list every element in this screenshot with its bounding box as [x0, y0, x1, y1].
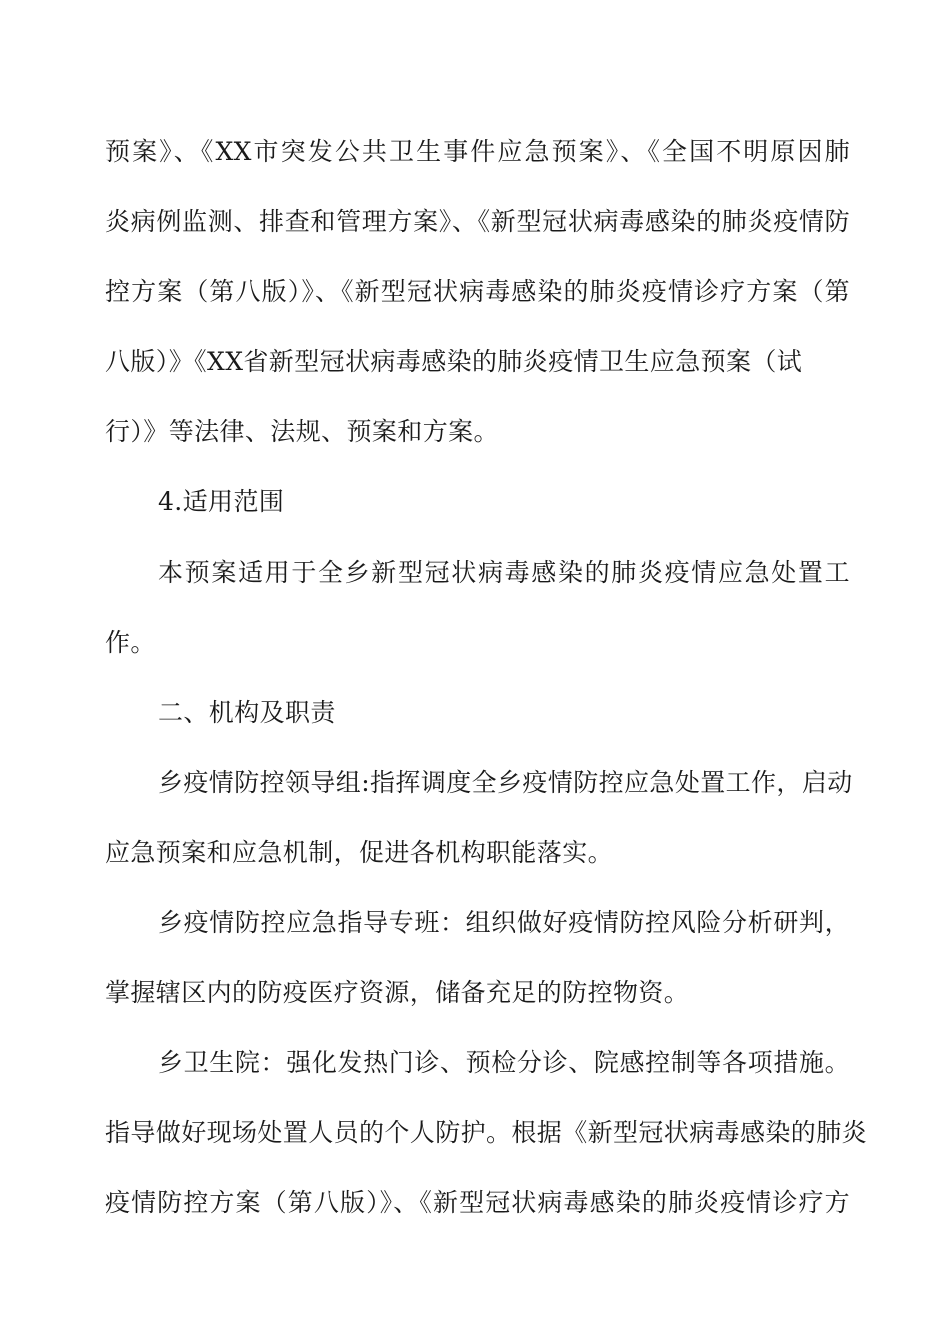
paragraph-line: 乡疫情防控应急指导专班：组织做好疫情防控风险分析研判，	[158, 908, 850, 937]
paragraph-line: 应急预案和应急机制，促进各机构职能落实。	[105, 838, 614, 867]
paragraph-line: 控方案（第八版）》、《新型冠状病毒感染的肺炎疫情诊疗方案（第	[105, 277, 850, 306]
paragraph-line: 行）》等法律、法规、预案和方案。	[105, 417, 499, 446]
paragraph-line: 掌握辖区内的防疫医疗资源，储备充足的防控物资。	[105, 978, 690, 1007]
paragraph-line: 乡疫情防控领导组:指挥调度全乡疫情防控应急处置工作，启动	[158, 768, 853, 797]
section-heading: 4.适用范围	[158, 487, 285, 516]
paragraph-line: 本预案适用于全乡新型冠状病毒感染的肺炎疫情应急处置工	[158, 558, 850, 587]
section-heading: 二、机构及职责	[158, 698, 336, 727]
paragraph-line: 预案》、《XX市突发公共卫生事件应急预案》、《全国不明原因肺	[105, 137, 850, 166]
paragraph-line: 八版）》《XX省新型冠状病毒感染的肺炎疫情卫生应急预案（试	[105, 347, 803, 376]
paragraph-line: 作。	[105, 628, 156, 657]
paragraph-line: 炎病例监测、排查和管理方案》、《新型冠状病毒感染的肺炎疫情防	[105, 207, 850, 236]
paragraph-line: 疫情防控方案（第八版）》、《新型冠状病毒感染的肺炎疫情诊疗方	[105, 1188, 850, 1217]
paragraph-line: 指导做好现场处置人员的个人防护。根据《新型冠状病毒感染的肺炎	[105, 1118, 868, 1147]
paragraph-line: 乡卫生院：强化发热门诊、预检分诊、院感控制等各项措施。	[158, 1048, 850, 1077]
